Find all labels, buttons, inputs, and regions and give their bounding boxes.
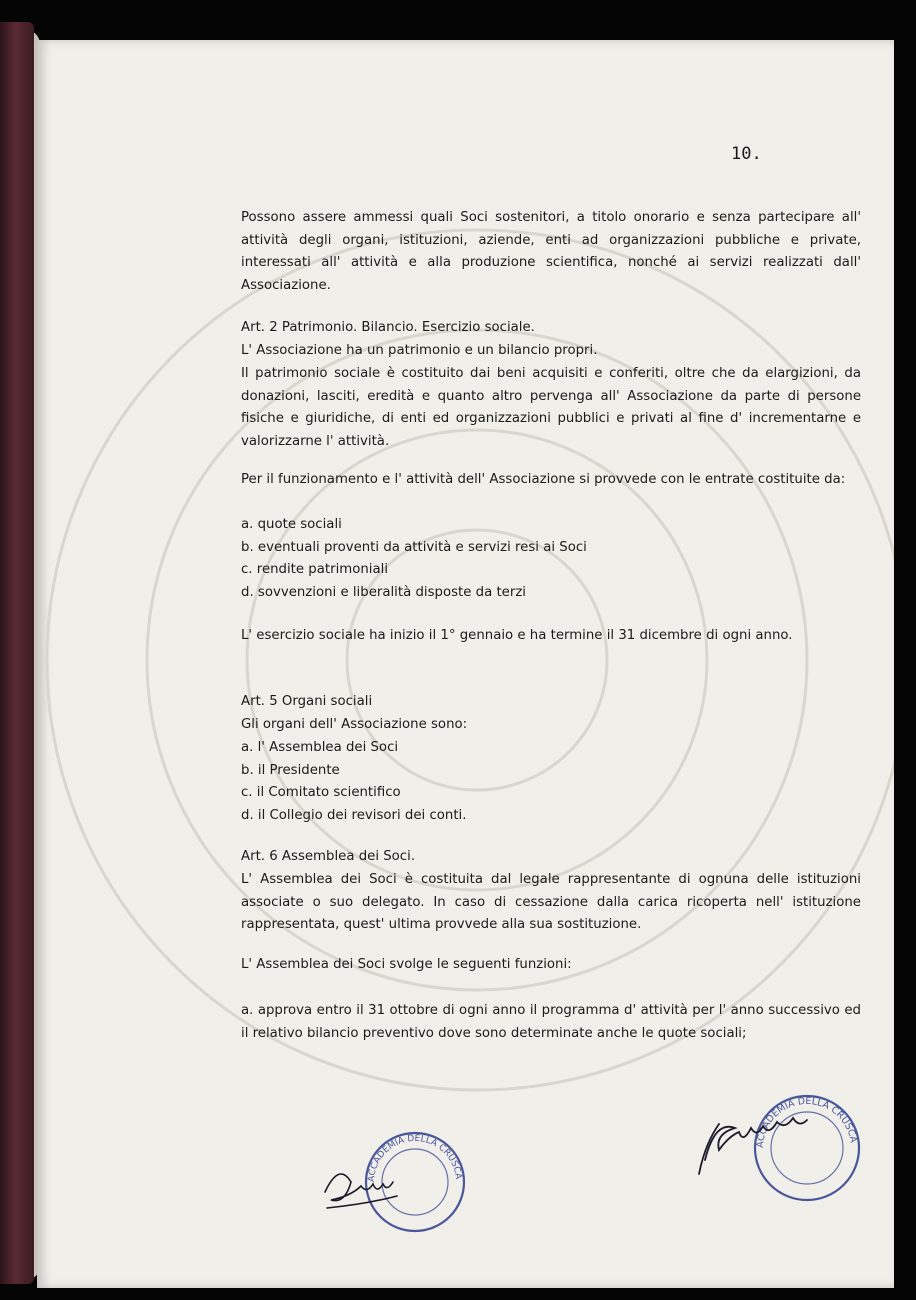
book-binding bbox=[0, 22, 34, 1284]
art5-intro: Gli organi dell' Associazione sono: bbox=[241, 717, 468, 732]
paragraph-soci-sostenitori: Possono assere ammessi quali Soci sostenitori, a titolo onorario e senza partecipare all' attività degli organi, istituzioni, aziende, enti ad organizzazioni pubbliche e private, interessati all' attività e alla produzione scientifica, nonché ai servizi realizzati dall' Associazione. bbox=[241, 210, 861, 293]
paragraph-patrimonio: Il patrimonio sociale è costituito dai beni acquisiti e conferiti, oltre che da elargizioni, da donazioni, lasciti, eredità e quanto altro pervenga all' Associazione da parte di persone fisiche e giuridiche, di enti ed organizzazioni pubblici e privati al fine d' incrementarne e valorizzarne l' attività. bbox=[241, 366, 861, 449]
list-item: a. l' Assemblea dei Soci bbox=[241, 740, 399, 755]
stamp-seal bbox=[366, 1133, 464, 1231]
stamp-seal bbox=[755, 1096, 859, 1200]
list-item: d. il Collegio dei revisori dei conti. bbox=[241, 807, 467, 823]
paragraph-funzione-a: a. approva entro il 31 ottobre di ogni anno il programma d' attività per l' anno successivo ed il relativo bilancio preventivo dove sono determinate anche le quote sociali; bbox=[241, 1003, 861, 1041]
signature-stroke bbox=[325, 1174, 397, 1208]
document-page bbox=[37, 40, 894, 1288]
signature-stroke bbox=[699, 1118, 807, 1174]
funzioni-intro: L' Assemblea dei Soci svolge le seguenti funzioni: bbox=[241, 957, 572, 972]
left-signature-stamp bbox=[317, 1130, 477, 1240]
art2-heading: Art. 2 Patrimonio. Bilancio. Esercizio sociale. bbox=[241, 320, 535, 335]
list-item: c. il Comitato scientifico bbox=[241, 785, 401, 801]
art2-intro-line: L' Associazione ha un patrimonio e un bilancio propri. bbox=[241, 343, 598, 358]
paragraph-esercizio: L' esercizio sociale ha inizio il 1° gennaio e ha termine il 31 dicembre di ogni anno. bbox=[241, 628, 793, 643]
svg-text:ACCADEMIA DELLA CRUSCA: ACCADEMIA DELLA CRUSCA bbox=[754, 1095, 859, 1149]
entrate-list bbox=[241, 514, 861, 604]
list-item: b. il Presidente bbox=[241, 762, 340, 778]
page-number: 10. bbox=[731, 144, 762, 164]
list-item: d. sovvenzioni e liberalità disposte da terzi bbox=[241, 584, 527, 600]
art5-heading: Art. 5 Organi sociali bbox=[241, 694, 373, 709]
list-item: c. rendite patrimoniali bbox=[241, 562, 389, 578]
paragraph-assemblea: L' Assemblea dei Soci è costituita dal legale rappresentante di ognuna delle istituzioni associate o suo delegato. In caso di cessazione dalla carica ricoperta nell' istituzione rappresentata, quest' ultima provvede alla sua sostituzione. bbox=[241, 872, 861, 933]
list-item: a. quote sociali bbox=[241, 517, 342, 532]
organi-list bbox=[241, 737, 861, 827]
art6-heading: Art. 6 Assemblea dei Soci. bbox=[241, 849, 416, 864]
right-signature-stamp bbox=[687, 1090, 887, 1210]
paragraph-entrate-intro: Per il funzionamento e l' attività dell' Associazione si provvede con le entrate costituite da: bbox=[241, 472, 846, 487]
list-item: b. eventuali proventi da attività e servizi resi ai Soci bbox=[241, 539, 587, 555]
svg-text:ACCADEMIA DELLA CRUSCA: ACCADEMIA DELLA CRUSCA bbox=[366, 1133, 463, 1183]
